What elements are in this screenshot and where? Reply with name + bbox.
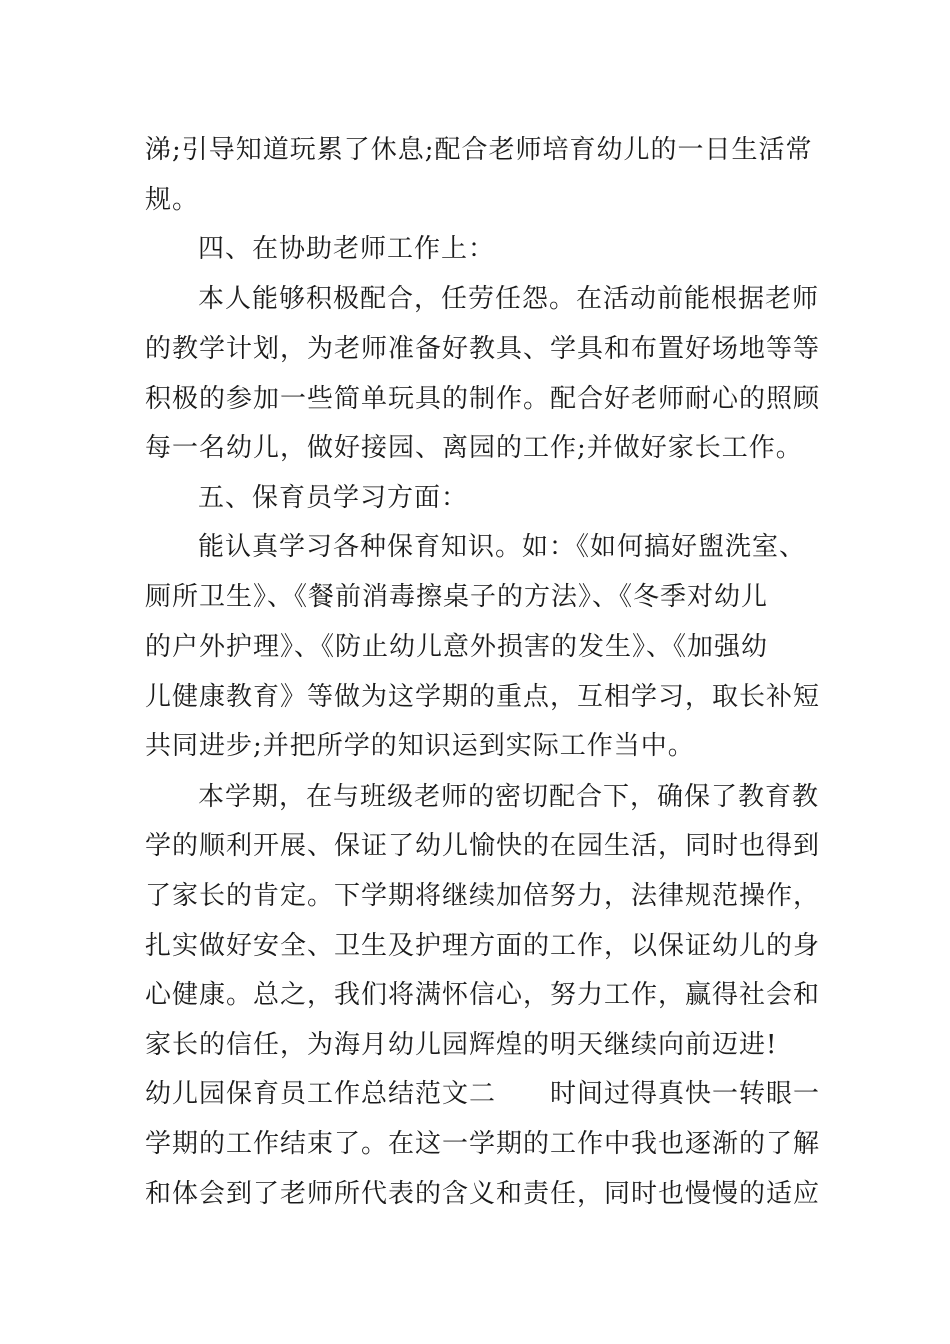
text-line: 幼儿园保育员工作总结范文二 时间过得真快一转眼一 [145, 1079, 821, 1109]
text-line: 学期的工作结束了。在这一学期的工作中我也逐渐的了解 [145, 1129, 821, 1159]
text-line: 每一名幼儿，做好接园、离园的工作;并做好家长工作。 [145, 433, 803, 463]
text-line: 本学期，在与班级老师的密切配合下，确保了教育教 [198, 782, 820, 812]
text-line: 儿健康教育》等做为这学期的重点，互相学习，取长补短 [145, 682, 821, 712]
text-line: 扎实做好安全、卫生及护理方面的工作，以保证幼儿的身 [145, 931, 821, 961]
text-line: 积极的参加一些简单玩具的制作。配合好老师耐心的照顾 [145, 384, 821, 414]
section-heading: 四、在协助老师工作上： [198, 234, 496, 264]
text-line: 了家长的肯定。下学期将继续加倍努力，法律规范操作， [145, 881, 821, 911]
text-line: 规。 [145, 185, 200, 215]
text-line: 学的顺利开展、保证了幼儿愉快的在园生活，同时也得到 [145, 831, 821, 861]
text-line: 的教学计划，为老师准备好教具、学具和布置好场地等等 [145, 334, 821, 364]
section-heading: 五、保育员学习方面： [198, 483, 469, 513]
text-line: 家长的信任，为海月幼儿园辉煌的明天继续向前迈进! [145, 1030, 778, 1060]
text-line: 的户外护理》、《防止幼儿意外损害的发生》、《加强幼 [145, 632, 769, 662]
text-line: 和体会到了老师所代表的含义和责任，同时也慢慢的适应 [145, 1179, 821, 1209]
text-line: 涕;引导知道玩累了休息;配合老师培育幼儿的一日生活常 [145, 135, 813, 165]
text-line: 本人能够积极配合，任劳任怨。在活动前能根据老师 [198, 284, 820, 314]
text-line: 心健康。总之，我们将满怀信心，努力工作，赢得社会和 [145, 980, 821, 1010]
text-line: 厕所卫生》、《餐前消毒擦桌子的方法》、《冬季对幼儿 [145, 582, 769, 612]
text-line: 能认真学习各种保育知识。如：《如何搞好盥洗室、 [198, 532, 807, 562]
text-line: 共同进步;并把所学的知识运到实际工作当中。 [145, 731, 695, 761]
